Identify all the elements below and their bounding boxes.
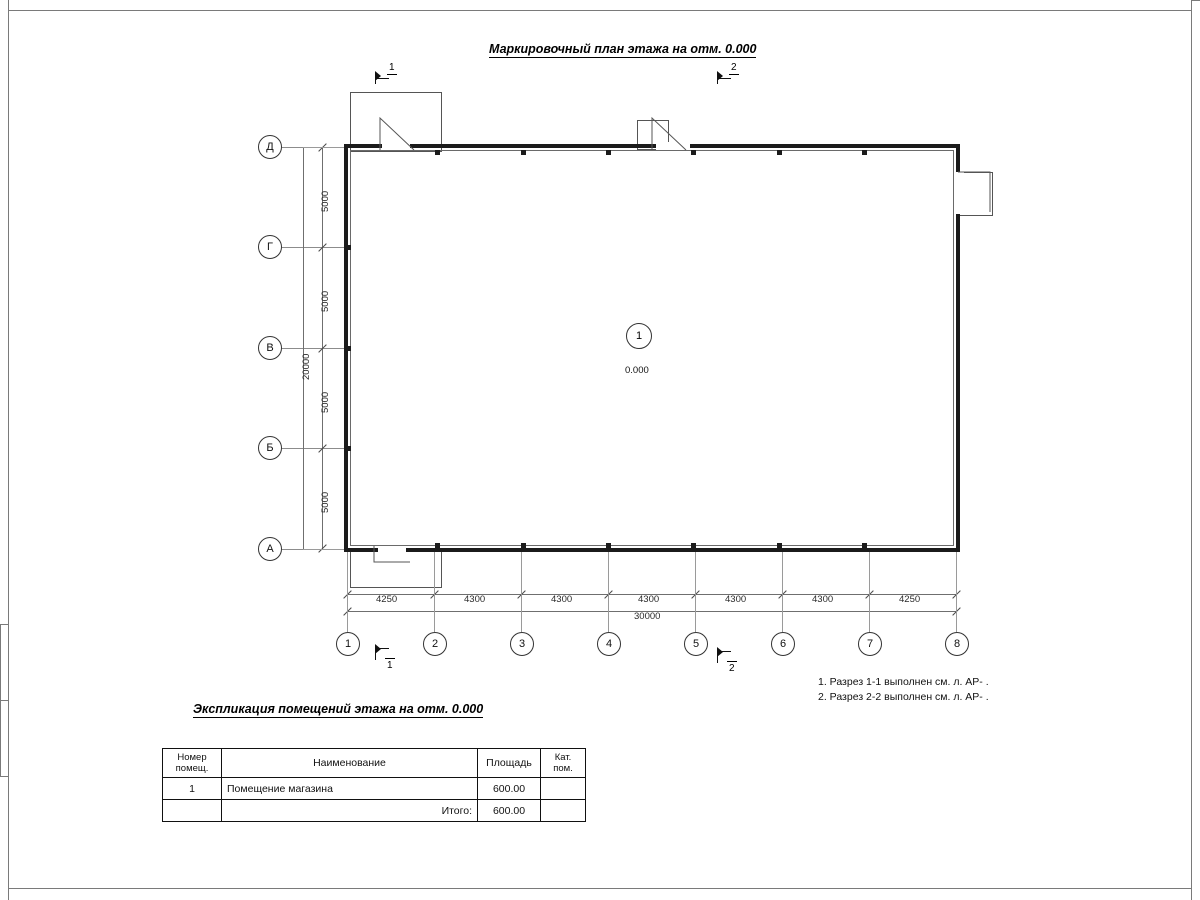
cell-total-area: 600.00 <box>478 800 541 822</box>
axis-bubble-2[interactable]: 2 <box>423 632 447 656</box>
column-marker <box>691 543 696 548</box>
header-category-line1: Кат. <box>554 752 572 763</box>
axis-bubble-g[interactable]: Г <box>258 235 282 259</box>
cell-total-blank <box>163 800 222 822</box>
header-area: Площадь <box>478 749 541 778</box>
table-total-row <box>163 800 586 822</box>
dimension-total-vertical: 20000 <box>301 353 312 380</box>
dimension-value-horizontal: 4250 <box>899 594 921 605</box>
cell-room-area: 600.00 <box>478 778 541 800</box>
section-mark-2-bottom-arrow <box>717 647 723 657</box>
axis-bubble-8[interactable]: 8 <box>945 632 969 656</box>
header-category <box>541 749 586 778</box>
section-mark-2-top-number: 2 <box>731 62 737 73</box>
cell-room-category <box>541 778 586 800</box>
axis-bubble-b[interactable]: Б <box>258 436 282 460</box>
door-arc-top-mid <box>648 116 694 156</box>
column-marker <box>435 543 440 548</box>
page-title: Маркировочный план этажа на отм. 0.000 <box>489 42 757 56</box>
dimension-value-horizontal: 4300 <box>464 594 486 605</box>
axis-extension <box>434 552 435 632</box>
table-row <box>163 778 586 800</box>
header-number-line2: помещ. <box>175 763 209 774</box>
dimension-value-vertical: 5000 <box>320 290 331 312</box>
column-marker <box>521 150 526 155</box>
dimension-total-horizontal: 30000 <box>634 611 661 622</box>
column-marker <box>606 543 611 548</box>
axis-extension <box>347 552 348 632</box>
sheet-frame-bottom <box>8 888 1192 889</box>
section-mark-2-bottom-number: 2 <box>729 663 735 674</box>
wall-bottom <box>344 548 960 552</box>
section-mark-1-top-number: 1 <box>389 62 395 73</box>
margin-stub-2 <box>0 700 9 701</box>
cell-room-number: 1 <box>163 778 222 800</box>
column-marker <box>862 543 867 548</box>
dimension-value-horizontal: 4300 <box>812 594 834 605</box>
column-marker <box>862 150 867 155</box>
dimension-value-horizontal: 4300 <box>725 594 747 605</box>
column-marker <box>346 245 351 250</box>
axis-extension <box>869 552 870 632</box>
axis-bubble-1[interactable]: 1 <box>336 632 360 656</box>
axis-extension <box>521 552 522 632</box>
section-mark-2-top-arrow <box>717 71 723 81</box>
section-mark-1-bottom-arrow <box>375 644 381 654</box>
column-marker <box>346 446 351 451</box>
axis-line-b <box>282 448 344 449</box>
header-category-line2: пом. <box>553 763 573 774</box>
axis-bubble-4[interactable]: 4 <box>597 632 621 656</box>
note-line-2: 2. Разрез 2-2 выполнен см. л. АР- . <box>818 691 989 703</box>
margin-stub-tr <box>1191 0 1200 1</box>
sheet-frame-right <box>1191 0 1192 900</box>
room-level-label: 0.000 <box>625 365 649 376</box>
axis-extension <box>956 552 957 632</box>
door-arc-right <box>952 166 996 222</box>
dimension-value-horizontal: 4300 <box>638 594 660 605</box>
sheet-frame-left <box>8 0 9 900</box>
dimension-value-vertical: 5000 <box>320 491 331 513</box>
note-line-1: 1. Разрез 1-1 выполнен см. л. АР- . <box>818 676 989 688</box>
axis-bubble-3[interactable]: 3 <box>510 632 534 656</box>
explication-title: Экспликация помещений этажа на отм. 0.000 <box>193 702 484 716</box>
dimension-line-vertical-total <box>303 147 304 549</box>
sheet-frame-top <box>8 10 1192 11</box>
dimension-value-vertical: 5000 <box>320 391 331 413</box>
axis-connector <box>303 549 344 550</box>
axis-line-g <box>282 247 344 248</box>
axis-bubble-5[interactable]: 5 <box>684 632 708 656</box>
section-mark-1-bottom-number: 1 <box>387 660 393 671</box>
dimension-value-vertical: 5000 <box>320 190 331 212</box>
column-marker <box>435 150 440 155</box>
axis-extension <box>695 552 696 632</box>
header-number-line1: Номер <box>177 752 207 763</box>
margin-stub-1 <box>0 624 9 625</box>
column-marker <box>606 150 611 155</box>
cell-room-name: Помещение магазина <box>222 778 478 800</box>
header-number <box>163 749 222 778</box>
explication-table <box>162 748 586 822</box>
table-header-row <box>163 749 586 778</box>
axis-bubble-d[interactable]: Д <box>258 135 282 159</box>
axis-bubble-v[interactable]: В <box>258 336 282 360</box>
axis-bubble-a[interactable]: А <box>258 537 282 561</box>
axis-connector <box>303 147 344 148</box>
room-marker: 1 <box>626 323 652 349</box>
axis-extension <box>782 552 783 632</box>
cell-total-label: Итого: <box>222 800 478 822</box>
margin-stub-3 <box>0 776 9 777</box>
axis-bubble-7[interactable]: 7 <box>858 632 882 656</box>
axis-bubble-6[interactable]: 6 <box>771 632 795 656</box>
axis-line-v <box>282 348 344 349</box>
column-marker <box>777 543 782 548</box>
door-arc-top-left <box>374 116 420 156</box>
axis-extension <box>608 552 609 632</box>
header-name: Наименование <box>222 749 478 778</box>
section-mark-1-top-arrow <box>375 71 381 81</box>
margin-stub-v <box>0 624 1 776</box>
column-marker <box>691 150 696 155</box>
column-marker <box>346 346 351 351</box>
cell-total-category <box>541 800 586 822</box>
door-arc-bottom-left <box>370 540 418 566</box>
dimension-value-horizontal: 4250 <box>376 594 398 605</box>
dimension-value-horizontal: 4300 <box>551 594 573 605</box>
column-marker <box>521 543 526 548</box>
column-marker <box>777 150 782 155</box>
